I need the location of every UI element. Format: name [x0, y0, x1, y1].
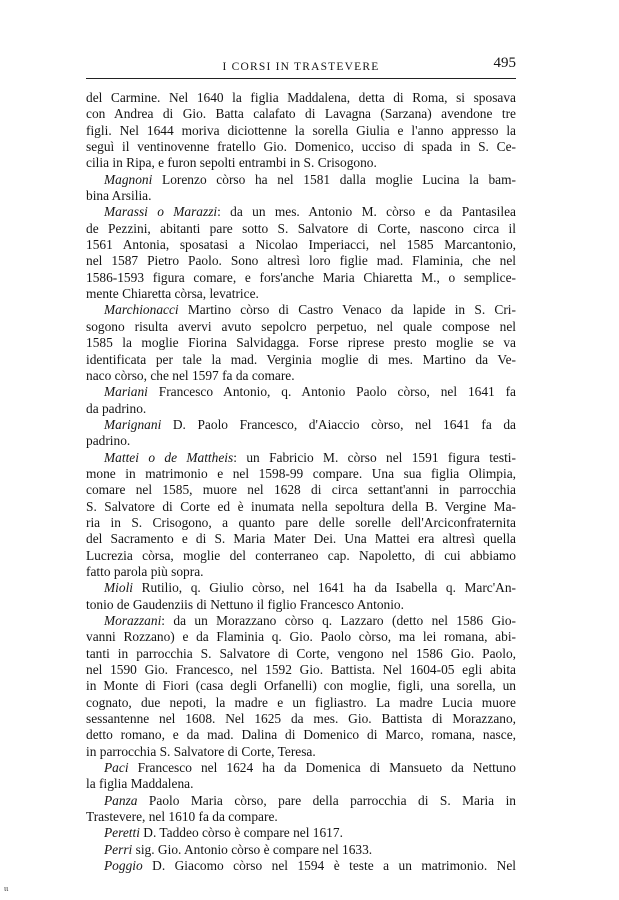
text-line	[86, 401, 516, 417]
line-text: : da un mes. Antonio M. còrso e da Pantasilea	[217, 204, 516, 220]
text-line	[86, 629, 516, 645]
text-line	[86, 302, 516, 318]
line-text: Francesco nel 1624 ha da Domenica di Mansueto da Nettuno	[128, 760, 516, 776]
text-line	[86, 90, 516, 106]
text-line	[86, 188, 516, 204]
text-line	[86, 270, 516, 286]
line-text: figli. Nel 1644 moriva diciottenne la sorella Giulia e l'anno appresso la	[86, 122, 516, 138]
page-number: 495	[493, 55, 516, 71]
text-line	[86, 286, 516, 302]
text-line	[86, 368, 516, 384]
line-text: mone in matrimonio e nel 1598-99 compare. Una sua figlia Olimpia,	[86, 465, 516, 481]
entry-surname: Panza	[104, 792, 138, 808]
line-text: tonio de Gaudenziis di Nettuno il figlio Francesco Antonio.	[86, 596, 404, 612]
line-text: mente Chiaretta còrsa, levatrice.	[86, 286, 259, 302]
line-text: cognato, due nepoti, la madre e un figliastro. La madre Lucia muore	[86, 694, 516, 710]
line-text: naco còrso, che nel 1597 fa da comare.	[86, 367, 295, 383]
text-line	[86, 842, 516, 858]
line-text: 1561 Antonia, sposatasi a Nicolao Imperiacci, nel 1585 Marcantonio,	[86, 237, 516, 253]
running-title: I CORSI IN TRASTEVERE	[222, 61, 380, 73]
line-text: : un Fabricio M. còrso nel 1591 figura testi-	[233, 449, 516, 465]
line-text: Paolo Maria còrso, pare della parrocchia di S. Maria in	[137, 792, 516, 808]
text-line	[86, 253, 516, 269]
line-text: sessantenne nel 1608. Nel 1625 da mes. Gio. Battista di Morazzano,	[86, 711, 516, 727]
text-line	[86, 123, 516, 139]
line-text: de Pezzini, abitanti pare sotto S. Salvatore di Corte, nascono circa il	[86, 220, 516, 236]
line-text: D. Paolo Francesco, d'Aiaccio còrso, nel 1641 fa da	[161, 416, 516, 432]
text-line	[86, 548, 516, 564]
line-text: D. Giacomo còrso nel 1594 è teste a un matrimonio. Nel	[142, 858, 516, 874]
body-text	[86, 90, 516, 875]
entry-surname: Morazzani	[104, 613, 162, 628]
text-line	[86, 580, 516, 596]
text-line	[86, 221, 516, 237]
entry-surname: Paci	[104, 760, 129, 776]
text-line	[86, 744, 516, 760]
line-text: nel 1590 Gio. Francesco, nel 1592 Gio. Battista. Nel 1604-05 egli abita	[86, 662, 516, 678]
text-line	[86, 417, 516, 433]
text-line	[86, 499, 516, 515]
line-text: sig. Gio. Antonio còrso è compare nel 1633.	[132, 841, 373, 857]
text-line	[86, 155, 516, 171]
text-line	[86, 319, 516, 335]
text-line	[86, 711, 516, 727]
entry-surname: Magnoni	[104, 171, 153, 187]
line-text: S. Salvatore di Corte ed è inumata nella sepoltura della B. Vergine Ma-	[86, 498, 516, 514]
line-text: seguì il ventinovenne fratello Gio. Domenico, ucciso di spada in S. Ce-	[86, 139, 516, 155]
line-text: comare nel 1585, muore nel 1628 di circa settant'anni in parrocchia	[86, 482, 516, 498]
line-text: la figlia Maddalena.	[86, 776, 194, 792]
line-text: Lucrezia còrsa, moglie del conterraneo cap. Napoletto, di cui abbiamo	[86, 547, 516, 563]
line-text: : da un Morazzano còrso q. Lazzaro (detto nel 1586 Gio-	[161, 613, 516, 628]
text-line	[86, 564, 516, 580]
entry-surname: Marassi o Marazzi	[104, 204, 218, 220]
line-text: in Monte di Fiori (casa degli Orfanelli) con moglie, figli, una sorella, un	[86, 678, 516, 694]
line-text: cilia in Ripa, e furon sepolti entrambi in S. Crisogono.	[86, 155, 377, 171]
line-text: D. Taddeo còrso è compare nel 1617.	[139, 825, 343, 841]
text-line	[86, 384, 516, 400]
text-line	[86, 433, 516, 449]
text-line	[86, 237, 516, 253]
text-line	[86, 139, 516, 155]
line-text: in parrocchia S. Salvatore di Corte, Teresa.	[86, 743, 316, 759]
entry-surname: Mariani	[104, 384, 148, 400]
text-line	[86, 482, 516, 498]
text-line	[86, 531, 516, 547]
text-line	[86, 809, 516, 825]
line-text: del Carmine. Nel 1640 la figlia Maddalena, detta di Roma, si sposava	[86, 90, 516, 105]
line-text: vanni Rozzano) e da Flaminia q. Gio. Paolo còrso, ma lei romana, abi-	[86, 629, 516, 645]
line-text: Francesco Antonio, q. Antonio Paolo còrso, nel 1641 fa	[147, 384, 516, 400]
text-line	[86, 515, 516, 531]
text-line	[86, 678, 516, 694]
text-line	[86, 858, 516, 874]
line-text: Lorenzo còrso ha nel 1581 dalla moglie Lucina la bam-	[152, 171, 516, 187]
text-line	[86, 695, 516, 711]
line-text: Trastevere, nel 1610 fa da compare.	[86, 809, 278, 825]
text-line	[86, 466, 516, 482]
page-header	[86, 55, 516, 77]
margin-mark: ιι	[4, 884, 9, 893]
entry-surname: Poggio	[104, 858, 143, 874]
text-line	[86, 760, 516, 776]
entry-surname: Marignani	[104, 416, 162, 432]
line-text: del Sacramento e di S. Maria Mater Dei. Una Mattei era altresì quella	[86, 531, 516, 547]
text-line	[86, 352, 516, 368]
line-text: con Andrea di Gio. Batta calafato di Lavagna (Sarzana) avendone tre	[86, 106, 516, 122]
line-text: padrino.	[86, 433, 131, 449]
line-text: detto romano, e da mad. Dalina di Domenico di Marco, romana, nasce,	[86, 727, 516, 743]
text-line	[86, 204, 516, 220]
line-text: identificata per tale la mad. Verginia moglie di mes. Martino da Ve-	[86, 351, 516, 367]
header-rule	[86, 78, 516, 79]
text-line	[86, 106, 516, 122]
entry-surname: Mattei o de Mattheis	[104, 449, 234, 465]
line-text: 1586-1593 figura comare, e fors'anche Maria Chiaretta M., o semplice-	[86, 269, 516, 285]
line-text: ria in S. Crisogono, a quanto pare delle sorelle dell'Arciconfraternita	[86, 514, 516, 530]
text-line	[86, 776, 516, 792]
line-text: sogono risulta avervi avuto sepolcro perpetuo, nel quale compose nel	[86, 318, 516, 334]
line-text: tanti in parrocchia S. Salvatore di Corte, vengono nel 1586 Gio. Paolo,	[86, 645, 516, 661]
text-line	[86, 662, 516, 678]
text-line	[86, 450, 516, 466]
text-line	[86, 335, 516, 351]
text-line	[86, 646, 516, 662]
text-line	[86, 597, 516, 613]
line-text: nel 1587 Pietro Paolo. Sono altresì loro figlie mad. Flaminia, che nel	[86, 253, 516, 269]
line-text: Martino còrso di Castro Venaco da lapide in S. Cri-	[178, 302, 516, 318]
entry-surname: Marchionacci	[104, 302, 179, 318]
text-line	[86, 727, 516, 743]
line-text: 1585 la moglie Fiorina Salvidagga. Forse riprese presto moglie se va	[86, 335, 516, 351]
line-text: da padrino.	[86, 400, 147, 416]
text-line	[86, 793, 516, 809]
line-text: Rutilio, q. Giulio còrso, nel 1641 ha da Isabella q. Marc'An-	[133, 580, 516, 596]
entry-surname: Peretti	[104, 825, 140, 841]
text-line	[86, 825, 516, 841]
text-line	[86, 613, 516, 629]
text-line	[86, 172, 516, 188]
entry-surname: Mioli	[104, 580, 134, 596]
line-text: fatto parola più sopra.	[86, 563, 204, 579]
entry-surname: Perri	[104, 841, 133, 857]
line-text: bina Arsilia.	[86, 188, 152, 204]
